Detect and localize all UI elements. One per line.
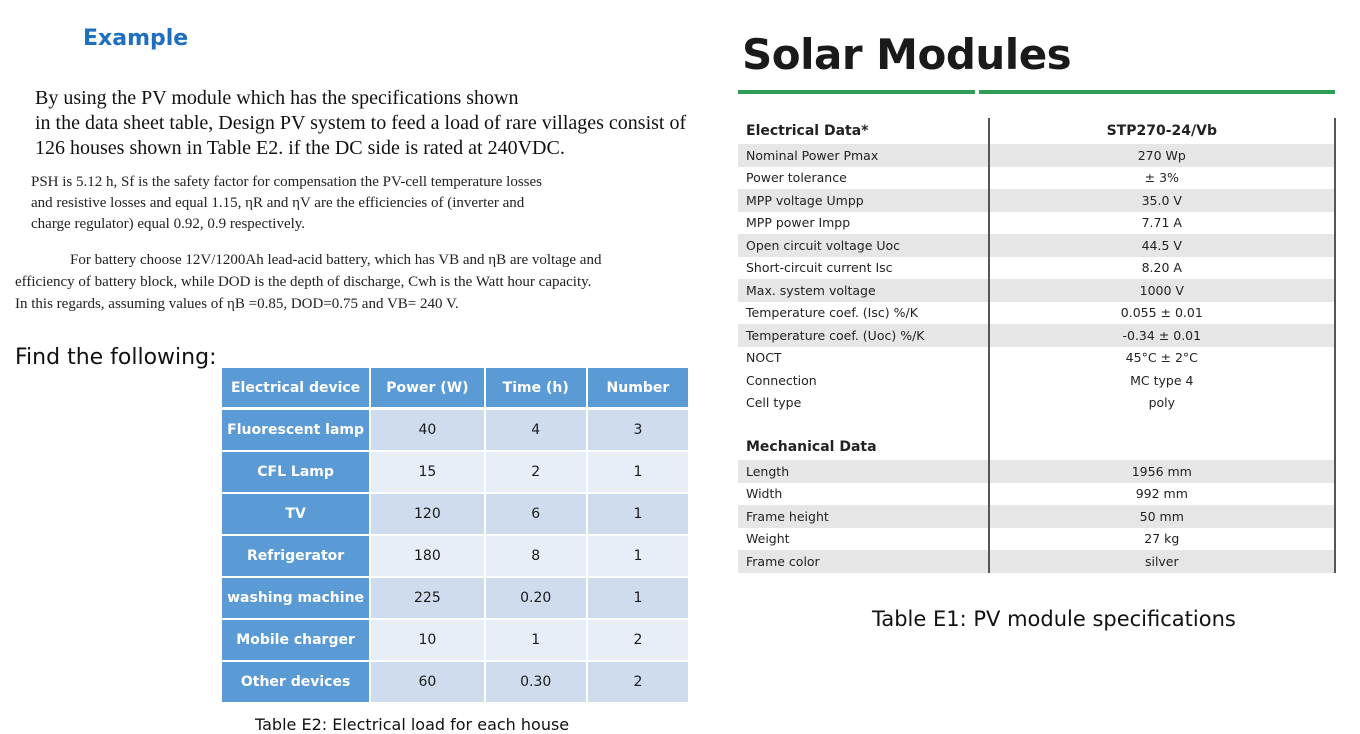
load-table-caption: Table E2: Electrical load for each house	[255, 715, 570, 734]
spec-row	[738, 189, 1335, 212]
spec-label: Nominal Power Pmax	[738, 144, 989, 167]
spec-value: -0.34 ± 0.01	[989, 324, 1335, 347]
power-cell: 120	[370, 493, 484, 535]
spec-label	[738, 414, 989, 434]
table-row	[222, 493, 689, 535]
spec-value: 8.20 A	[989, 257, 1335, 280]
spec-row	[738, 505, 1335, 528]
intro-line: 126 houses shown in Table E2. if the DC side is rated at 240VDC.	[35, 137, 565, 159]
spec-row	[738, 324, 1335, 347]
solar-modules-title: Solar Modules	[742, 30, 1072, 79]
power-cell: 15	[370, 451, 484, 493]
col-header: Power (W)	[370, 368, 484, 409]
spec-label: MPP voltage Umpp	[738, 189, 989, 212]
spec-row	[738, 144, 1335, 167]
col-header: Electrical device	[222, 368, 370, 409]
spec-row	[738, 302, 1335, 325]
time-cell: 8	[485, 535, 587, 577]
title-underline-right	[979, 90, 1335, 94]
spec-value: 50 mm	[989, 505, 1335, 528]
col-header: Number	[587, 368, 689, 409]
psh-paragraph	[31, 172, 671, 235]
spec-row	[738, 257, 1335, 280]
find-following-label: Find the following:	[15, 345, 217, 370]
spec-value: 27 kg	[989, 528, 1335, 551]
device-cell: Other devices	[222, 661, 370, 703]
table-row	[222, 409, 689, 452]
time-cell: 0.20	[485, 577, 587, 619]
spec-value: 0.055 ± 0.01	[989, 302, 1335, 325]
table-row	[222, 661, 689, 703]
table-row	[222, 619, 689, 661]
para2-line: For battery choose 12V/1200Ah lead-acid battery, which has VB and ηB are voltage and	[70, 252, 602, 268]
model-header: STP270-24/Vb	[989, 118, 1335, 144]
power-cell: 60	[370, 661, 484, 703]
spec-value: 1000 V	[989, 279, 1335, 302]
spec-row	[738, 528, 1335, 551]
spec-value: ± 3%	[989, 167, 1335, 190]
spec-row	[738, 550, 1335, 573]
table-row	[222, 577, 689, 619]
battery-paragraph	[15, 249, 675, 315]
spec-label: Connection	[738, 369, 989, 392]
spec-label: Cell type	[738, 392, 989, 415]
spec-label: Temperature coef. (Uoc) %/K	[738, 324, 989, 347]
spacer-row	[738, 414, 1335, 434]
spec-label: Width	[738, 483, 989, 506]
mechanical-data-header: Mechanical Data	[738, 434, 989, 460]
device-cell: Fluorescent lamp	[222, 409, 370, 452]
spec-label: Power tolerance	[738, 167, 989, 190]
device-cell: Refrigerator	[222, 535, 370, 577]
spec-row	[738, 234, 1335, 257]
power-cell: 180	[370, 535, 484, 577]
problem-statement	[35, 86, 725, 161]
spec-row	[738, 347, 1335, 370]
number-cell: 2	[587, 619, 689, 661]
intro-line: in the data sheet table, Design PV system to feed a load of rare villages consist of	[35, 112, 687, 134]
spec-row	[738, 483, 1335, 506]
spec-value	[989, 414, 1335, 434]
spec-value: 35.0 V	[989, 189, 1335, 212]
time-cell: 4	[485, 409, 587, 452]
device-cell: CFL Lamp	[222, 451, 370, 493]
device-cell: TV	[222, 493, 370, 535]
spec-row	[738, 212, 1335, 235]
load-table-header-row	[222, 368, 689, 409]
col-header: Time (h)	[485, 368, 587, 409]
number-cell: 3	[587, 409, 689, 452]
spec-value: silver	[989, 550, 1335, 573]
spec-label: MPP power Impp	[738, 212, 989, 235]
power-cell: 40	[370, 409, 484, 452]
number-cell: 2	[587, 661, 689, 703]
electrical-header-row	[738, 118, 1335, 144]
spec-value: 270 Wp	[989, 144, 1335, 167]
number-cell: 1	[587, 493, 689, 535]
para1-line: PSH is 5.12 h, Sf is the safety factor for compensation the PV-cell temperature losses	[31, 174, 543, 190]
spec-label: Temperature coef. (Isc) %/K	[738, 302, 989, 325]
spec-label: Frame height	[738, 505, 989, 528]
electrical-data-header: Electrical Data*	[738, 118, 989, 144]
para1-line: charge regulator) equal 0.92, 0.9 respectively.	[31, 216, 306, 232]
spec-row	[738, 369, 1335, 392]
device-cell: washing machine	[222, 577, 370, 619]
power-cell: 10	[370, 619, 484, 661]
spec-value: 1956 mm	[989, 460, 1335, 483]
spec-value: 7.71 A	[989, 212, 1335, 235]
spec-label: Frame color	[738, 550, 989, 573]
spec-label: Short-circuit current Isc	[738, 257, 989, 280]
number-cell: 1	[587, 451, 689, 493]
spec-value: 992 mm	[989, 483, 1335, 506]
pv-spec-table	[738, 118, 1336, 573]
table-row	[222, 451, 689, 493]
spec-row	[738, 279, 1335, 302]
spec-row	[738, 460, 1335, 483]
spec-row	[738, 392, 1335, 415]
pv-table-caption: Table E1: PV module specifications	[872, 607, 1236, 631]
para2-line: In this regards, assuming values of ηB =0.85, DOD=0.75 and VB= 240 V.	[15, 296, 459, 312]
time-cell: 0.30	[485, 661, 587, 703]
spec-label: NOCT	[738, 347, 989, 370]
spec-label: Open circuit voltage Uoc	[738, 234, 989, 257]
number-cell: 1	[587, 535, 689, 577]
spec-value: MC type 4	[989, 369, 1335, 392]
time-cell: 6	[485, 493, 587, 535]
spec-label: Length	[738, 460, 989, 483]
time-cell: 2	[485, 451, 587, 493]
time-cell: 1	[485, 619, 587, 661]
mechanical-header-row	[738, 434, 1335, 460]
table-row	[222, 535, 689, 577]
spec-label: Weight	[738, 528, 989, 551]
spec-label: Max. system voltage	[738, 279, 989, 302]
spec-value: 45°C ± 2°C	[989, 347, 1335, 370]
spec-value: 44.5 V	[989, 234, 1335, 257]
device-cell: Mobile charger	[222, 619, 370, 661]
title-underline-left	[738, 90, 975, 94]
number-cell: 1	[587, 577, 689, 619]
spec-row	[738, 167, 1335, 190]
electrical-load-table	[222, 368, 690, 704]
intro-line: By using the PV module which has the specifications shown	[35, 87, 519, 109]
example-heading: Example	[83, 26, 189, 51]
para1-line: and resistive losses and equal 1.15, ηR and ηV are the efficiencies of (inverter and	[31, 195, 525, 211]
spec-value: poly	[989, 392, 1335, 415]
spec-value	[989, 434, 1335, 460]
power-cell: 225	[370, 577, 484, 619]
para2-line: efficiency of battery block, while DOD is the depth of discharge, Cwh is the Watt hour capacity.	[15, 274, 592, 290]
